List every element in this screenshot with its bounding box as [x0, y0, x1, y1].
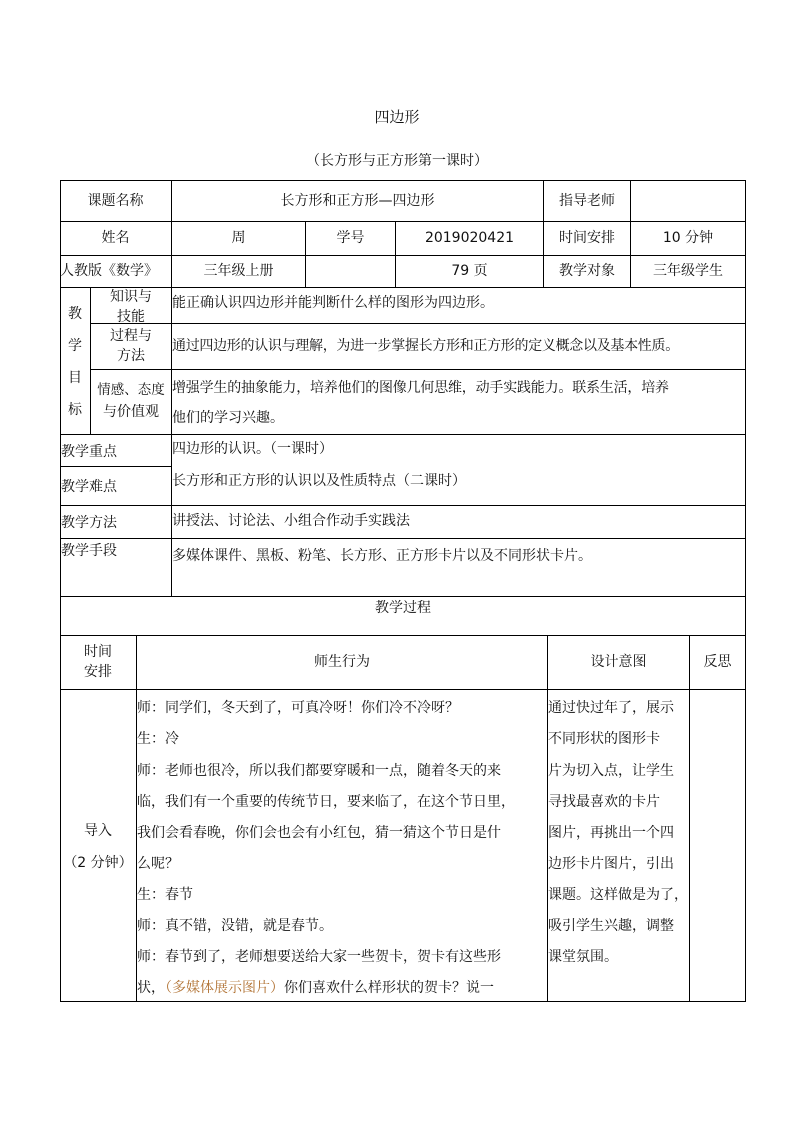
- name-label: 姓名: [101, 230, 130, 246]
- dialogue-line: 生：冷: [137, 731, 179, 747]
- textbook: 人教版《数学》: [60, 263, 158, 279]
- dialogue-last-prefix: 状，: [137, 980, 165, 996]
- design-line: 课堂氛围。: [548, 949, 618, 965]
- audience-label: 教学对象: [559, 263, 615, 279]
- goals-side-char-4: 标: [68, 402, 82, 418]
- goal-process-label-2: 方法: [117, 348, 145, 364]
- goal-process-text: 通过四边形的认识与理解，为进一步掌握长方形和正方形的定义概念以及基本性质。: [172, 338, 679, 354]
- col-action-header: 师生行为: [314, 654, 370, 670]
- document-title: 四边形: [374, 108, 420, 126]
- grade-volume: 三年级上册: [203, 263, 274, 279]
- dialogue-line: 师：老师也很冷，所以我们都要穿暖和一点，随着冬天的来: [137, 763, 501, 779]
- goal-knowledge-label-1: 知识与: [110, 289, 152, 305]
- time-label: 时间安排: [559, 230, 615, 246]
- topic-label: 课题名称: [87, 193, 144, 209]
- goals-side-char-2: 学: [68, 338, 82, 354]
- dialogue-line: 师：真不错，没错，就是春节。: [137, 918, 333, 934]
- dialogue-line: 我们会看春晚，你们会也会有小红包，猜一猜这个节日是什: [137, 825, 501, 841]
- dialogue-line: 生：春节: [137, 887, 193, 903]
- design-line: 课题。这样做是为了，: [548, 887, 688, 903]
- design-line: 通过快过年了，展示: [548, 700, 674, 716]
- page-number: 79 页: [451, 263, 488, 279]
- document-subtitle: （长方形与正方形第一课时）: [306, 153, 488, 169]
- multimedia-note: （多媒体展示图片）: [165, 980, 284, 996]
- col-design-header: 设计意图: [590, 654, 647, 670]
- goal-process-label-1: 过程与: [110, 328, 152, 344]
- design-line: 片为切入点，让学生: [548, 763, 674, 779]
- goals-side-char-1: 教: [68, 306, 82, 322]
- goal-attitude-label-1: 情感、态度: [97, 382, 165, 398]
- dialogue-line: 么呢？: [137, 856, 179, 872]
- key-point-label: 教学重点: [61, 444, 117, 460]
- name-value: 周: [231, 230, 246, 246]
- stage-name: 导入: [84, 823, 112, 839]
- design-line: 边形卡片图片，引出: [548, 856, 674, 872]
- goal-attitude-label-2: 与价值观: [103, 404, 159, 420]
- goal-attitude-text-1: 增强学生的抽象能力，培养他们的图像几何思维，动手实践能力。联系生活，培养: [172, 380, 669, 396]
- student-id-label: 学号: [336, 230, 365, 246]
- col-time-label-1: 时间: [84, 644, 112, 660]
- design-line: 吸引学生兴趣，调整: [548, 918, 674, 934]
- method-value: 讲授法、讨论法、小组合作动手实践法: [172, 513, 410, 529]
- time-value: 10 分钟: [662, 230, 714, 246]
- goal-attitude-text-2: 他们的学习兴趣。: [172, 410, 284, 426]
- difficulty-label: 教学难点: [61, 479, 117, 495]
- col-reflect-header: 反思: [703, 654, 732, 670]
- process-heading: 教学过程: [375, 600, 431, 616]
- dialogue-last-suffix: 你们喜欢什么样形状的贺卡？说一: [284, 980, 494, 996]
- tools-label: 教学手段: [61, 543, 117, 559]
- design-line: 图片，再挑出一个四: [548, 825, 674, 841]
- dialogue-line: 临，我们有一个重要的传统节日，要来临了，在这个节日里，: [137, 794, 515, 810]
- difficulty-value: 长方形和正方形的认识以及性质特点（二课时）: [172, 473, 466, 489]
- key-point-value: 四边形的认识。（一课时）: [172, 441, 333, 457]
- audience-value: 三年级学生: [653, 263, 723, 279]
- goal-knowledge-label-2: 技能: [117, 309, 145, 325]
- teacher-label: 指导老师: [559, 193, 615, 209]
- stage-duration: （2 分钟）: [63, 855, 133, 871]
- student-id-value: 2019020421: [424, 230, 515, 246]
- goals-side-char-3: 目: [68, 370, 82, 386]
- dialogue-line-last: [137, 977, 494, 997]
- design-line: 寻找最喜欢的卡片: [548, 794, 660, 810]
- method-label: 教学方法: [61, 515, 117, 531]
- col-time-label-2: 安排: [84, 664, 112, 680]
- dialogue-line: 师：春节到了，老师想要送给大家一些贺卡，贺卡有这些形: [137, 949, 501, 965]
- dialogue-line: 师：同学们，冬天到了，可真冷呀！你们冷不冷呀？: [137, 700, 459, 716]
- topic-value: 长方形和正方形—四边形: [280, 193, 435, 209]
- goal-knowledge-text: 能正确认识四边形并能判断什么样的图形为四边形。: [172, 295, 494, 311]
- design-line: 不同形状的图形卡: [548, 731, 660, 747]
- tools-value: 多媒体课件、黑板、粉笔、长方形、正方形卡片以及不同形状卡片。: [172, 548, 592, 564]
